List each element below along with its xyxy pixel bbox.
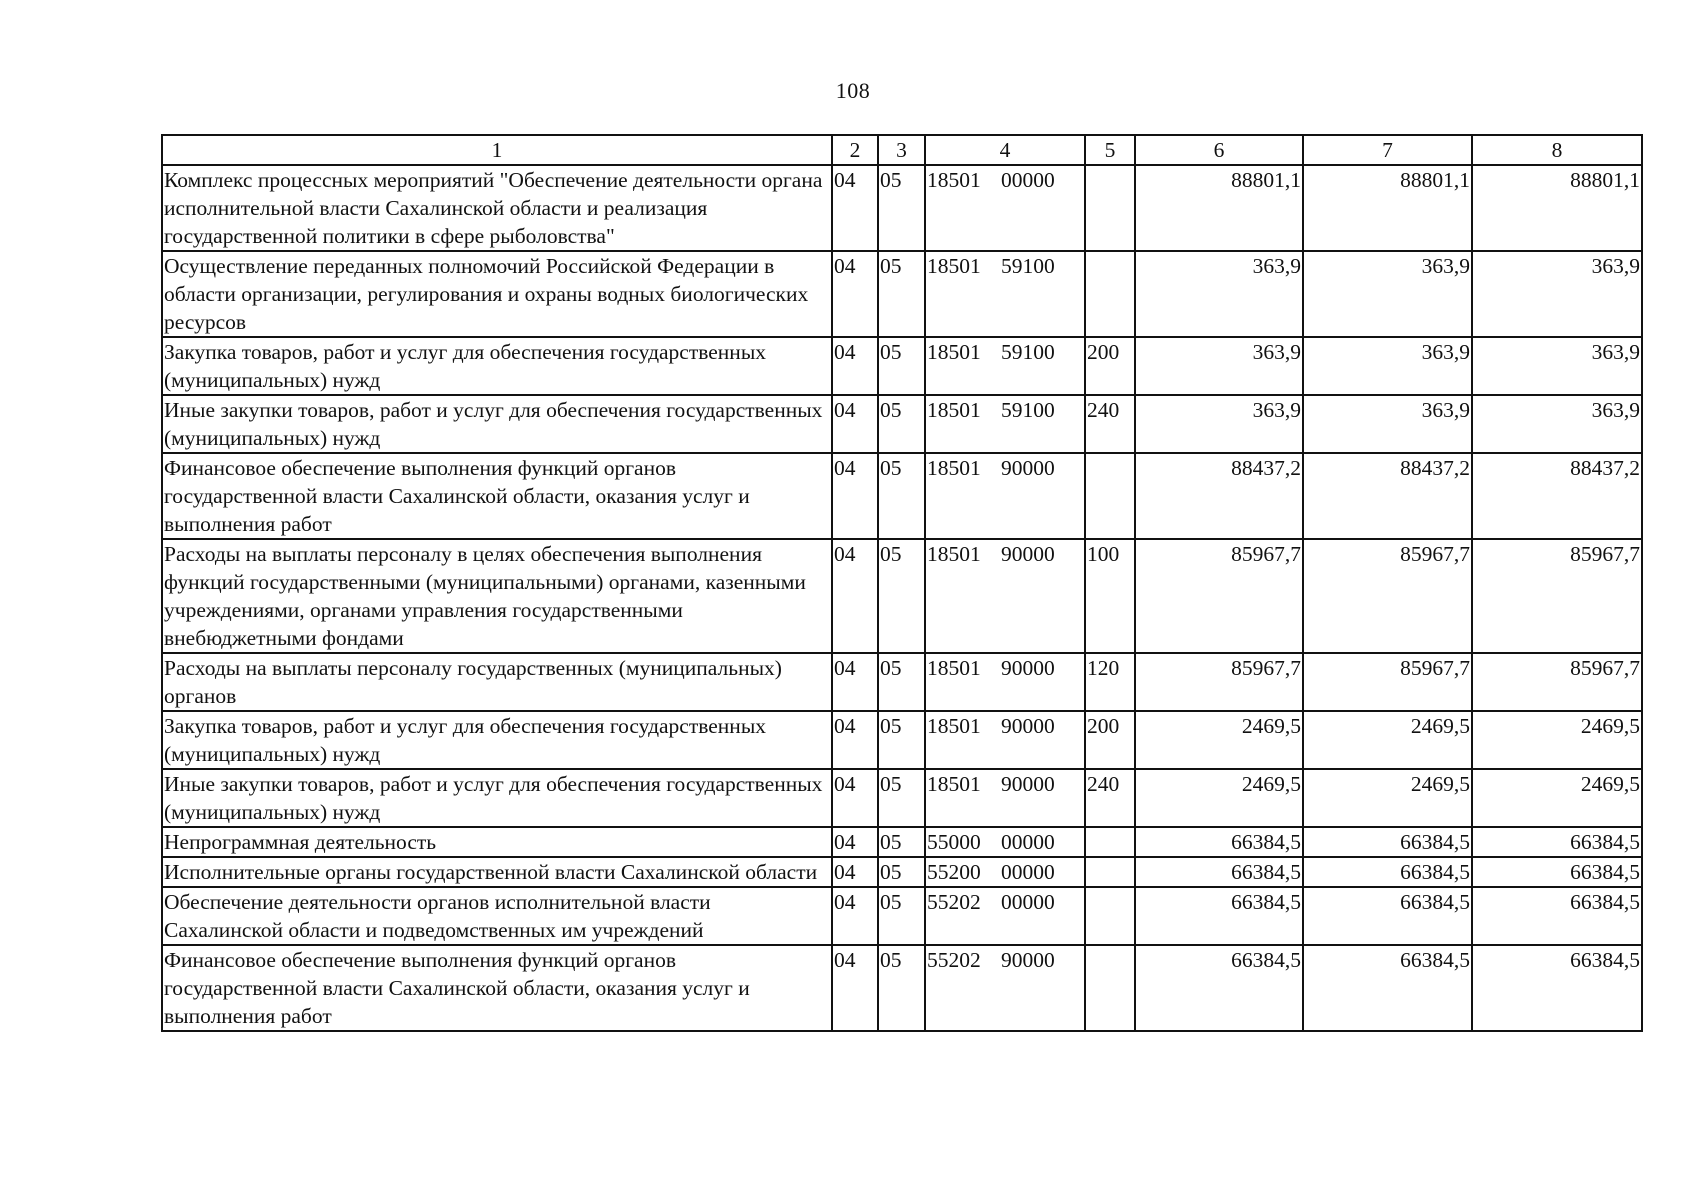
amount-col7-cell: 2469,5 (1303, 711, 1472, 769)
amount-col6-cell: 66384,5 (1135, 827, 1303, 857)
section-code-cell: 04 (832, 857, 878, 887)
amount-col7-cell: 85967,7 (1303, 539, 1472, 653)
amount-col7-cell: 363,9 (1303, 251, 1472, 337)
amount-col6-cell: 363,9 (1135, 251, 1303, 337)
subsection-code-cell: 05 (878, 653, 925, 711)
subsection-code-cell: 05 (878, 337, 925, 395)
table-row (162, 769, 1642, 827)
section-code-cell: 04 (832, 945, 878, 1031)
amount-col8-cell: 88801,1 (1472, 165, 1642, 251)
subsection-code-cell: 05 (878, 711, 925, 769)
amount-col6-cell: 85967,7 (1135, 653, 1303, 711)
expense-type-cell (1085, 857, 1135, 887)
expense-type-cell (1085, 165, 1135, 251)
subsection-code-cell: 05 (878, 827, 925, 857)
row-name-cell: Финансовое обеспечение выполнения функций органов государственной власти Сахалинской области, оказания услуг и выполнения работ (162, 945, 832, 1031)
subsection-code-cell: 05 (878, 887, 925, 945)
target-article-program-code: 18501 (927, 656, 981, 680)
amount-col6-cell: 363,9 (1135, 337, 1303, 395)
target-article-program-code: 55200 (927, 860, 981, 884)
target-article-program-code: 18501 (927, 772, 981, 796)
budget-table (161, 134, 1643, 1032)
amount-col8-cell: 66384,5 (1472, 887, 1642, 945)
amount-col8-cell: 363,9 (1472, 395, 1642, 453)
expense-type-cell: 100 (1085, 539, 1135, 653)
amount-col8-cell: 66384,5 (1472, 857, 1642, 887)
expense-type-cell: 240 (1085, 395, 1135, 453)
target-article-cell (925, 857, 1085, 887)
amount-col7-cell: 66384,5 (1303, 887, 1472, 945)
section-code-cell: 04 (832, 711, 878, 769)
row-name-cell: Исполнительные органы государственной власти Сахалинской области (162, 857, 832, 887)
table-row (162, 945, 1642, 1031)
target-article-direction-code: 90000 (1001, 542, 1055, 566)
amount-col7-cell: 88801,1 (1303, 165, 1472, 251)
column-header: 7 (1303, 135, 1472, 165)
table-row (162, 453, 1642, 539)
amount-col8-cell: 66384,5 (1472, 827, 1642, 857)
section-code-cell: 04 (832, 539, 878, 653)
target-article-direction-code: 00000 (1001, 168, 1055, 192)
section-code-cell: 04 (832, 337, 878, 395)
amount-col8-cell: 363,9 (1472, 337, 1642, 395)
row-name-cell: Расходы на выплаты персоналу государственных (муниципальных) органов (162, 653, 832, 711)
column-header: 5 (1085, 135, 1135, 165)
row-name-cell: Закупка товаров, работ и услуг для обеспечения государственных (муниципальных) нужд (162, 711, 832, 769)
amount-col7-cell: 85967,7 (1303, 653, 1472, 711)
target-article-direction-code: 59100 (1001, 398, 1055, 422)
section-code-cell: 04 (832, 251, 878, 337)
table-body (162, 165, 1642, 1031)
target-article-cell (925, 453, 1085, 539)
target-article-direction-code: 00000 (1001, 860, 1055, 884)
amount-col8-cell: 88437,2 (1472, 453, 1642, 539)
target-article-cell (925, 887, 1085, 945)
target-article-direction-code: 59100 (1001, 254, 1055, 278)
row-name-cell: Закупка товаров, работ и услуг для обеспечения государственных (муниципальных) нужд (162, 337, 832, 395)
row-name-cell: Иные закупки товаров, работ и услуг для обеспечения государственных (муниципальных) нужд (162, 395, 832, 453)
target-article-program-code: 18501 (927, 456, 981, 480)
amount-col7-cell: 66384,5 (1303, 827, 1472, 857)
amount-col6-cell: 66384,5 (1135, 857, 1303, 887)
table-row (162, 539, 1642, 653)
subsection-code-cell: 05 (878, 857, 925, 887)
target-article-direction-code: 00000 (1001, 830, 1055, 854)
amount-col6-cell: 85967,7 (1135, 539, 1303, 653)
amount-col8-cell: 66384,5 (1472, 945, 1642, 1031)
row-name-cell: Непрограммная деятельность (162, 827, 832, 857)
expense-type-cell: 240 (1085, 769, 1135, 827)
target-article-direction-code: 00000 (1001, 890, 1055, 914)
section-code-cell: 04 (832, 395, 878, 453)
target-article-program-code: 18501 (927, 542, 981, 566)
amount-col7-cell: 2469,5 (1303, 769, 1472, 827)
section-code-cell: 04 (832, 453, 878, 539)
amount-col7-cell: 66384,5 (1303, 945, 1472, 1031)
row-name-cell: Комплекс процессных мероприятий "Обеспечение деятельности органа исполнительной власти Сахалинской области и реализация государственной политики в сфере рыболовства" (162, 165, 832, 251)
target-article-cell (925, 165, 1085, 251)
amount-col8-cell: 85967,7 (1472, 653, 1642, 711)
table-row (162, 337, 1642, 395)
section-code-cell: 04 (832, 887, 878, 945)
subsection-code-cell: 05 (878, 165, 925, 251)
expense-type-cell (1085, 827, 1135, 857)
expense-type-cell: 200 (1085, 337, 1135, 395)
amount-col6-cell: 66384,5 (1135, 887, 1303, 945)
target-article-cell (925, 827, 1085, 857)
column-header: 8 (1472, 135, 1642, 165)
target-article-cell (925, 395, 1085, 453)
target-article-cell (925, 251, 1085, 337)
row-name-cell: Финансовое обеспечение выполнения функций органов государственной власти Сахалинской области, оказания услуг и выполнения работ (162, 453, 832, 539)
expense-type-cell: 200 (1085, 711, 1135, 769)
target-article-cell (925, 711, 1085, 769)
row-name-cell: Расходы на выплаты персоналу в целях обеспечения выполнения функций государственными (муниципальными) органами, казенными учреждениями, органами управления государственными внебюджетными фондами (162, 539, 832, 653)
target-article-direction-code: 90000 (1001, 948, 1055, 972)
amount-col6-cell: 2469,5 (1135, 711, 1303, 769)
table-row (162, 251, 1642, 337)
row-name-cell: Осуществление переданных полномочий Российской Федерации в области организации, регулирования и охраны водных биологических ресурсов (162, 251, 832, 337)
section-code-cell: 04 (832, 827, 878, 857)
section-code-cell: 04 (832, 165, 878, 251)
subsection-code-cell: 05 (878, 395, 925, 453)
expense-type-cell (1085, 251, 1135, 337)
target-article-program-code: 18501 (927, 398, 981, 422)
column-header: 3 (878, 135, 925, 165)
table-row (162, 857, 1642, 887)
target-article-cell (925, 769, 1085, 827)
table-row (162, 887, 1642, 945)
expense-type-cell: 120 (1085, 653, 1135, 711)
page-number: 108 (835, 78, 871, 103)
column-header: 4 (925, 135, 1085, 165)
subsection-code-cell: 05 (878, 539, 925, 653)
amount-col7-cell: 66384,5 (1303, 857, 1472, 887)
target-article-direction-code: 90000 (1001, 714, 1055, 738)
target-article-program-code: 55202 (927, 890, 981, 914)
section-code-cell: 04 (832, 653, 878, 711)
subsection-code-cell: 05 (878, 945, 925, 1031)
target-article-program-code: 55000 (927, 830, 981, 854)
table-row (162, 711, 1642, 769)
table-row (162, 395, 1642, 453)
table-row (162, 827, 1642, 857)
target-article-program-code: 18501 (927, 340, 981, 364)
table-row (162, 165, 1642, 251)
target-article-cell (925, 337, 1085, 395)
table-row (162, 653, 1642, 711)
target-article-direction-code: 90000 (1001, 456, 1055, 480)
expense-type-cell (1085, 945, 1135, 1031)
target-article-cell (925, 653, 1085, 711)
expense-type-cell (1085, 453, 1135, 539)
amount-col6-cell: 363,9 (1135, 395, 1303, 453)
amount-col8-cell: 363,9 (1472, 251, 1642, 337)
subsection-code-cell: 05 (878, 453, 925, 539)
row-name-cell: Иные закупки товаров, работ и услуг для обеспечения государственных (муниципальных) нужд (162, 769, 832, 827)
amount-col8-cell: 85967,7 (1472, 539, 1642, 653)
expense-type-cell (1085, 887, 1135, 945)
target-article-program-code: 18501 (927, 168, 981, 192)
target-article-cell (925, 539, 1085, 653)
column-header: 6 (1135, 135, 1303, 165)
amount-col6-cell: 2469,5 (1135, 769, 1303, 827)
row-name-cell: Обеспечение деятельности органов исполнительной власти Сахалинской области и подведомственных им учреждений (162, 887, 832, 945)
target-article-direction-code: 59100 (1001, 340, 1055, 364)
amount-col7-cell: 363,9 (1303, 395, 1472, 453)
target-article-direction-code: 90000 (1001, 656, 1055, 680)
column-header: 2 (832, 135, 878, 165)
amount-col8-cell: 2469,5 (1472, 711, 1642, 769)
target-article-program-code: 55202 (927, 948, 981, 972)
amount-col6-cell: 66384,5 (1135, 945, 1303, 1031)
subsection-code-cell: 05 (878, 251, 925, 337)
amount-col7-cell: 363,9 (1303, 337, 1472, 395)
amount-col8-cell: 2469,5 (1472, 769, 1642, 827)
amount-col7-cell: 88437,2 (1303, 453, 1472, 539)
subsection-code-cell: 05 (878, 769, 925, 827)
target-article-direction-code: 90000 (1001, 772, 1055, 796)
target-article-program-code: 18501 (927, 714, 981, 738)
amount-col6-cell: 88437,2 (1135, 453, 1303, 539)
target-article-cell (925, 945, 1085, 1031)
column-header: 1 (162, 135, 832, 165)
target-article-program-code: 18501 (927, 254, 981, 278)
header-row (162, 135, 1642, 165)
section-code-cell: 04 (832, 769, 878, 827)
amount-col6-cell: 88801,1 (1135, 165, 1303, 251)
